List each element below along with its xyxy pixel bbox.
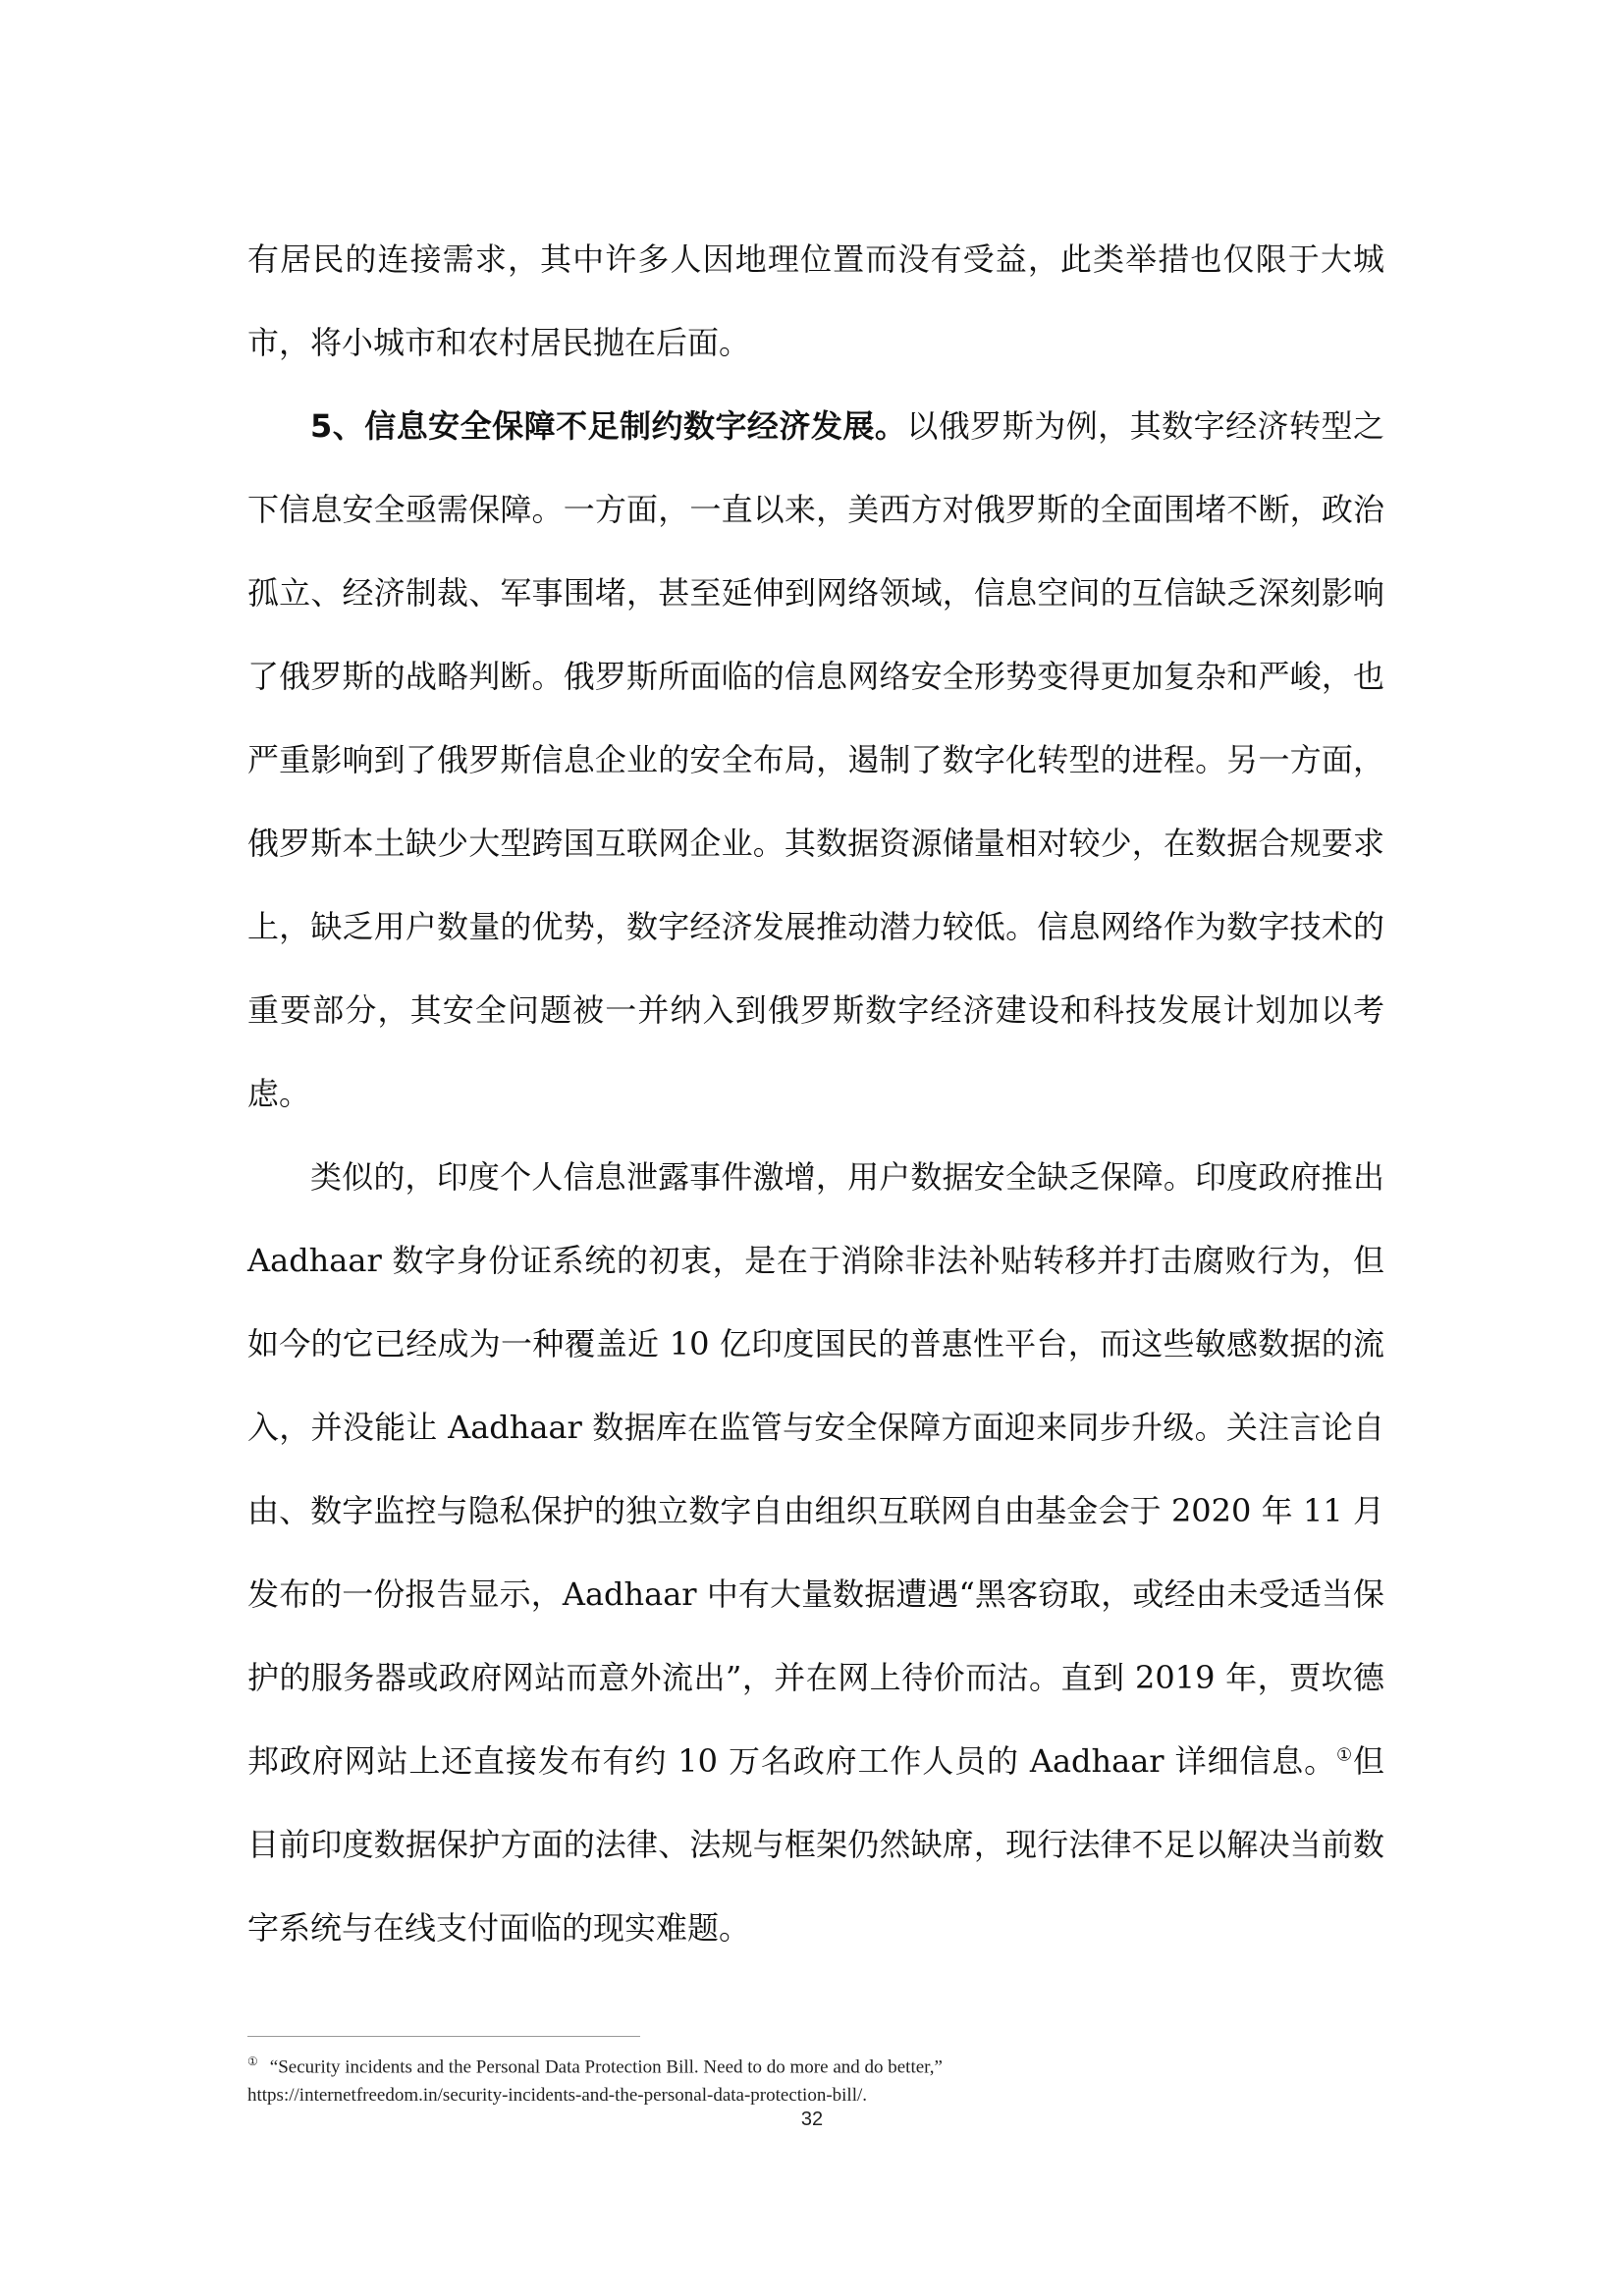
paragraph-3-text-after-ref: 但目前印度数据保护方面的法律、法规与框架仍然缺席，现行法律不足以解决当前数字系统与在线支付面临的现实难题。 [247,1742,1384,1947]
paragraph-2 [247,385,1384,1136]
paragraph-3-text-before-ref: 类似的，印度个人信息泄露事件激增，用户数据安全缺乏保障。印度政府推出 Aadhaar 数字身份证系统的初衷，是在于消除非法补贴转移并打击腐败行为，但如今的它已经成为一种覆盖近 10 亿印度国民的普惠性平台，而这些敏感数据的流入，并没能让 Aadhaar 数据库在监管与安全保障方面迎来同步升级。关注言论自由、数字监控与隐私保护的独立数字自由组织互联网自由基金会于 2020 年 11 月发布的一份报告显示，Aadhaar 中有大量数据遭遇“黑客窃取，或经由未受适当保护的服务器或政府网站而意外流出”，并在网上待价而沽。直到 2019 年，贾坎德邦政府网站上还直接发布有约 10 万名政府工作人员的 Aadhaar 详细信息。 [247,1158,1384,1780]
footnote-divider [247,2036,640,2037]
paragraph-2-text: 以俄罗斯为例，其数字经济转型之下信息安全亟需保障。一方面，一直以来，美西方对俄罗斯的全面围堵不断，政治孤立、经济制裁、军事围堵，甚至延伸到网络领域，信息空间的互信缺乏深刻影响了俄罗斯的战略判断。俄罗斯所面临的信息网络安全形势变得更加复杂和严峻，也严重影响到了俄罗斯信息企业的安全布局，遏制了数字化转型的进程。另一方面，俄罗斯本土缺少大型跨国互联网企业。其数据资源储量相对较少，在数据合规要求上，缺乏用户数量的优势，数字经济发展推动潜力较低。信息网络作为数字技术的重要部分，其安全问题被一并纳入到俄罗斯数字经济建设和科技发展计划加以考虑。 [247,407,1384,1112]
page-number: 32 [800,2109,824,2130]
body-text [247,218,1384,1970]
footnote-citation: “Security incidents and the Personal Data Protection Bill. Need to do more and do better,” [269,2056,943,2078]
footnote [247,2048,1384,2109]
footnote-line-1 [247,2048,1384,2081]
paragraph-1-text: 有居民的连接需求，其中许多人因地理位置而没有受益，此类举措也仅限于大城市，将小城市和农村居民抛在后面。 [247,240,1384,361]
paragraph-3 [247,1136,1384,1970]
paragraph-1 [247,218,1384,385]
footnote-reference[interactable]: ① [1335,1744,1353,1766]
section-heading-5: 5、信息安全保障不足制约数字经济发展。 [310,407,907,445]
footnote-url[interactable]: https://internetfreedom.in/security-incidents-and-the-personal-data-protection-bill/. [247,2085,868,2107]
footnote-mark: ① [247,2055,258,2068]
